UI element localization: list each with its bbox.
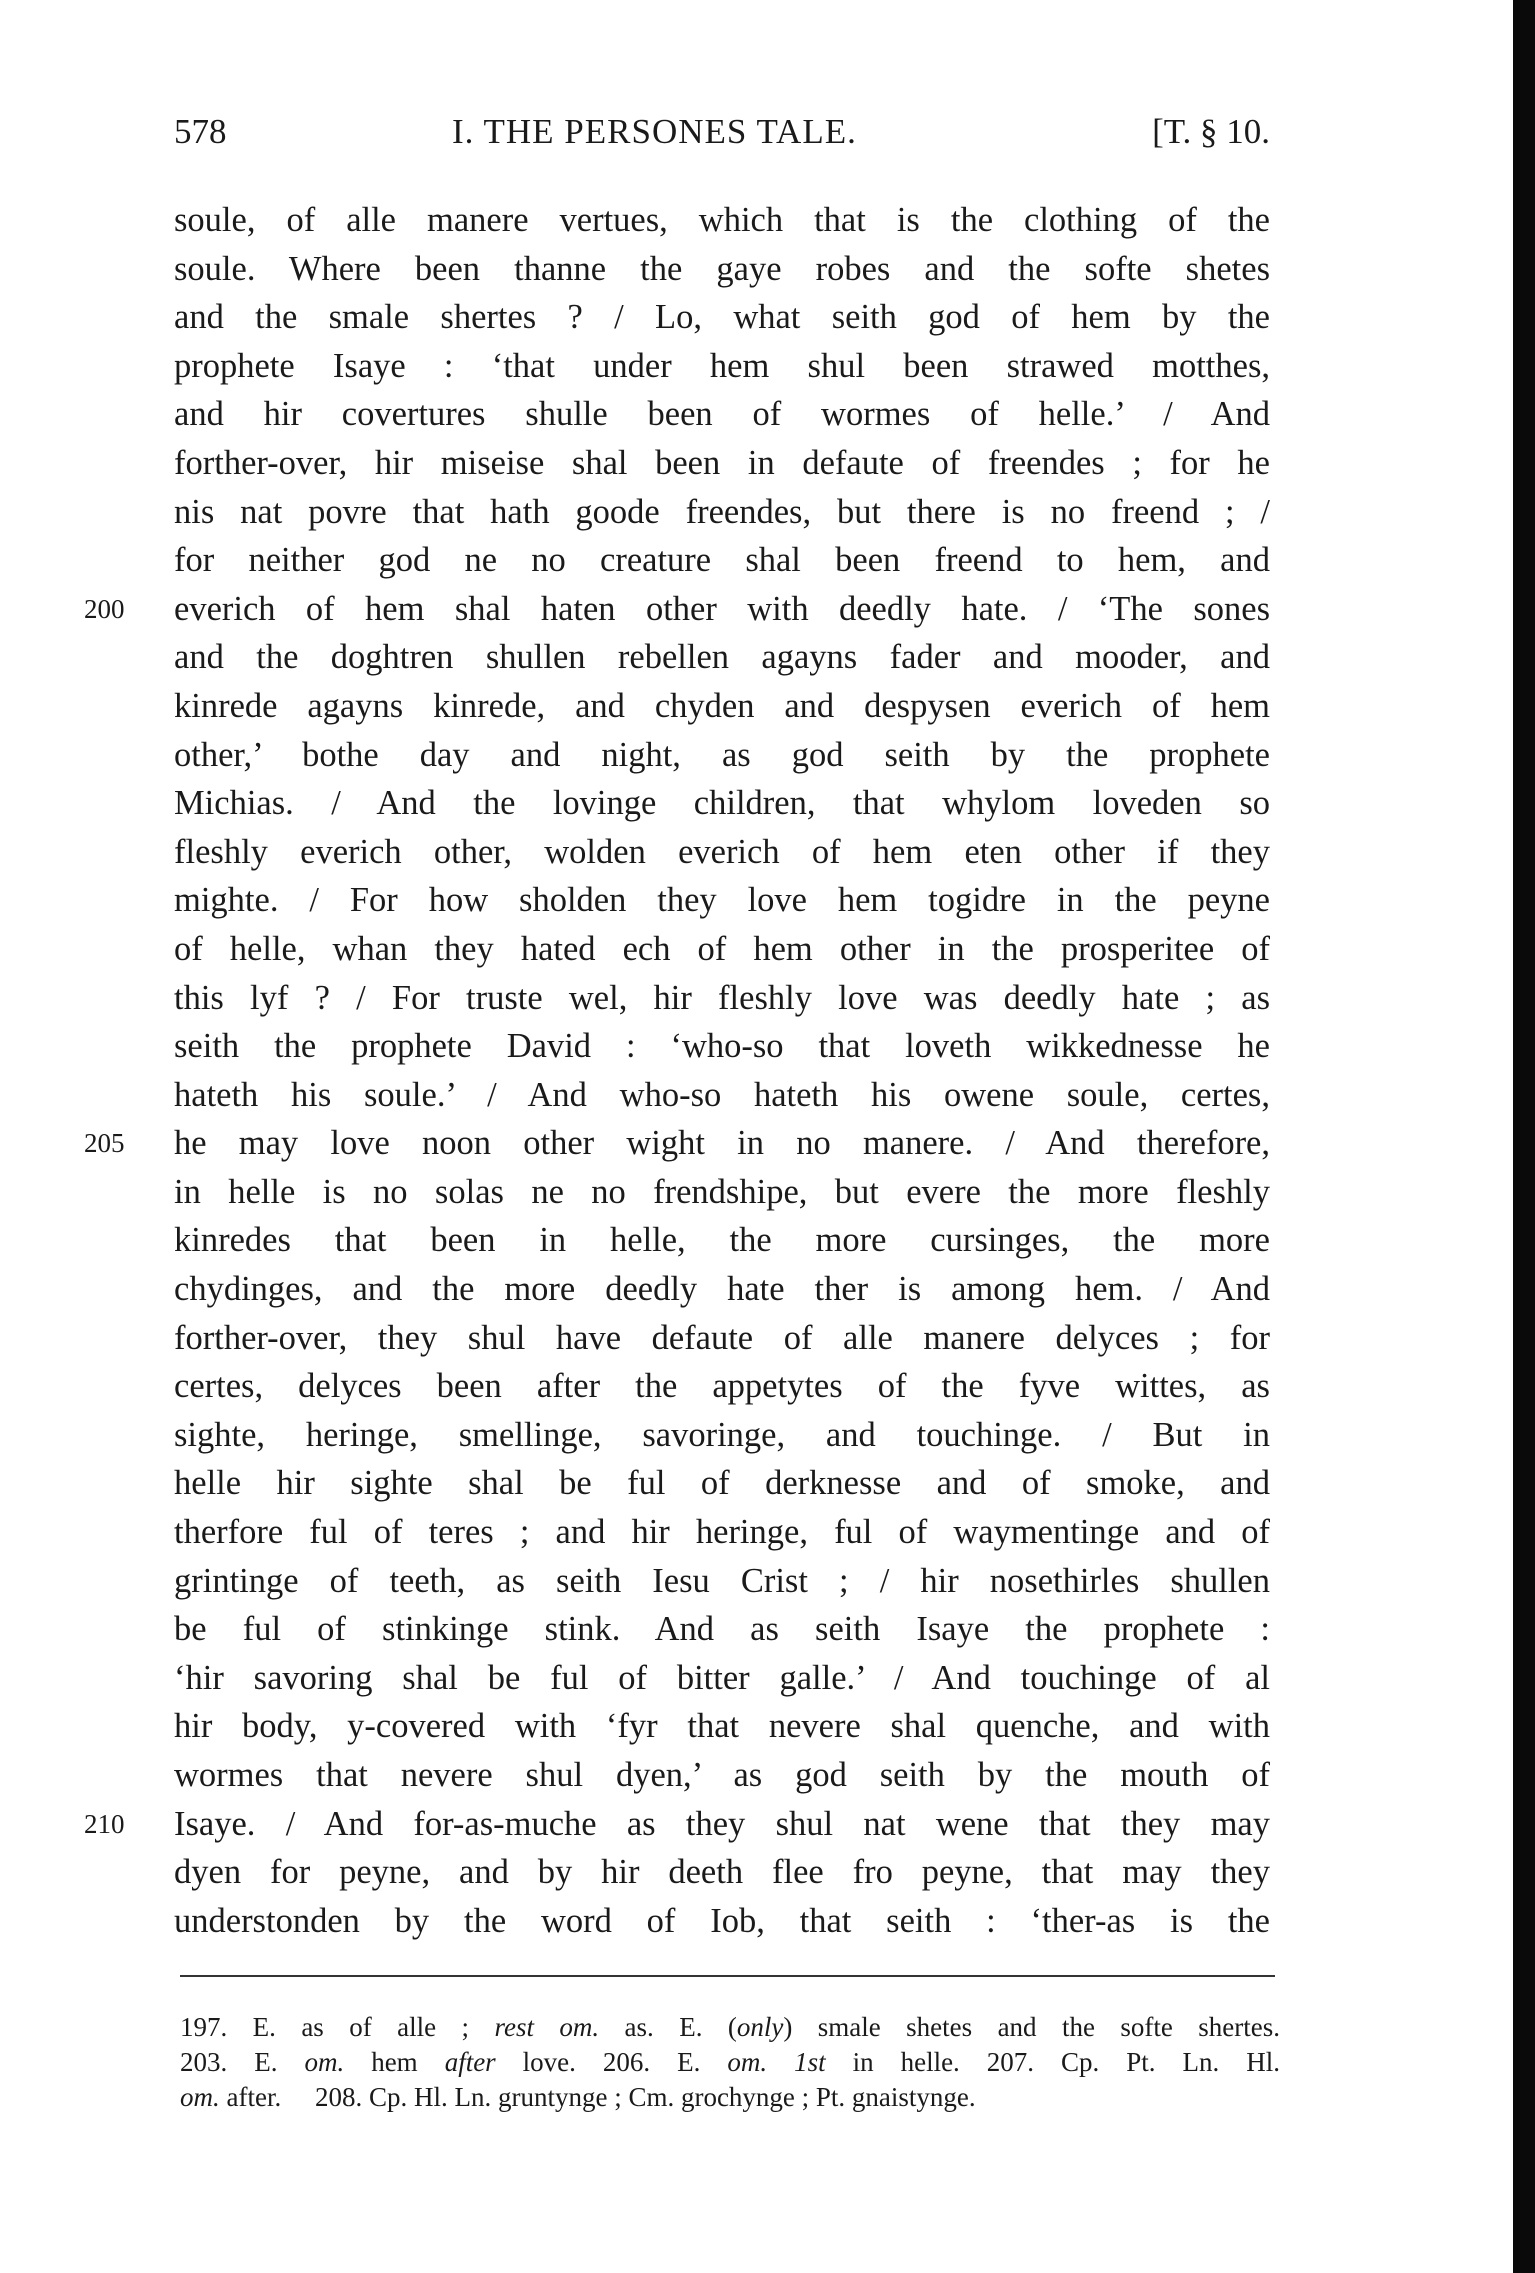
text-line (174, 1508, 1270, 1557)
section-reference: [T. § 10. (1152, 112, 1270, 151)
line-text: grintinge of teeth, as seith Iesu Crist ; / hir nosethirles shullen (174, 1561, 1270, 1600)
note-italic: after (444, 2047, 496, 2077)
note-text: 203. E. (180, 2047, 305, 2077)
text-line (174, 293, 1270, 342)
line-text: wormes that nevere shul dyen,’ as god seith by the mouth of (174, 1756, 1270, 1794)
text-line (174, 633, 1270, 682)
text-line (84, 1800, 1270, 1849)
line-number: 200 (84, 593, 125, 624)
note-text (767, 2047, 794, 2077)
running-header (174, 112, 1270, 162)
line-text: be ful of stinkinge stink. And as seith Isaye the prophete : (174, 1610, 1270, 1649)
text-line (174, 1751, 1270, 1800)
line-text: ‘hir savoring shal be ful of bitter galle.’ / And touchinge of al (174, 1658, 1270, 1697)
line-text: and the doghtren shullen rebellen agayns fader and mooder, and (174, 638, 1270, 677)
text-line (174, 1411, 1270, 1460)
line-text: he may love noon other wight in no manere. / And therefore, (174, 1124, 1270, 1163)
text-line (174, 1314, 1270, 1363)
line-text: and the smale shertes ? / Lo, what seith god of hem by the (174, 298, 1270, 337)
text-line (174, 488, 1270, 537)
text-line (174, 1459, 1270, 1508)
footnotes (180, 2010, 1280, 2115)
note-text: love. 206. E. (495, 2047, 728, 2077)
line-text: kinrede agayns kinrede, and chyden and despysen everich of hem (174, 686, 1270, 725)
line-number: 210 (84, 1808, 125, 1839)
page-edge-shadow (1513, 0, 1535, 2273)
text-line (174, 1022, 1270, 1071)
line-text: understonden by the word of Iob, that seith : ‘ther-as is the (174, 1901, 1270, 1940)
text-line (84, 585, 1270, 634)
text-line (174, 779, 1270, 828)
text-line (174, 1897, 1270, 1946)
line-text: fleshly everich other, wolden everich of hem eten other if they (174, 832, 1270, 871)
note-text: after. 208. Cp. Hl. Ln. gruntynge ; Cm. grochynge ; Pt. gnaistynge. (219, 2082, 976, 2112)
line-text: other,’ bothe day and night, as god seith by the prophete (174, 735, 1270, 774)
text-line (174, 925, 1270, 974)
line-text: in helle is no solas ne no frendshipe, but evere the more fleshly (174, 1172, 1270, 1211)
text-line (174, 682, 1270, 731)
line-text: Isaye. / And for-as-muche as they shul nat wene that they may (174, 1804, 1270, 1843)
note-text: in helle. 207. Cp. Pt. Ln. Hl. (825, 2047, 1280, 2077)
text-line (84, 1119, 1270, 1168)
text-line (174, 342, 1270, 391)
text-line (174, 245, 1270, 294)
line-text: hateth his soule.’ / And who-so hateth his owene soule, certes, (174, 1075, 1270, 1114)
line-text: kinredes that been in helle, the more cursinges, the more (174, 1221, 1270, 1260)
line-text: forther-over, hir miseise shal been in defaute of freendes ; for he (174, 443, 1270, 482)
line-text: chydinges, and the more deedly hate ther is among hem. / And (174, 1270, 1270, 1309)
line-text: for neither god ne no creature shal been freend to hem, and (174, 541, 1270, 580)
note-italic: 1st (794, 2047, 826, 2077)
line-text: sighte, heringe, smellinge, savoringe, and touchinge. / But in (174, 1415, 1270, 1454)
line-text: therfore ful of teres ; and hir heringe, ful of waymentinge and of (174, 1513, 1270, 1552)
line-text: helle hir sighte shal be ful of derknesse and of smoke, and (174, 1464, 1270, 1503)
line-text: hir body, y-covered with ‘fyr that nevere shal quenche, and with (174, 1707, 1270, 1746)
line-text: dyen for peyne, and by hir deeth flee fro peyne, that may they (174, 1853, 1270, 1892)
footnote-line (180, 2010, 1280, 2045)
line-text: prophete Isaye : ‘that under hem shul been strawed motthes, (174, 346, 1270, 385)
text-line (174, 1265, 1270, 1314)
text-line (174, 731, 1270, 780)
note-text: 197. E. as of alle ; (180, 2012, 495, 2042)
line-text: nis nat povre that hath goode freendes, but there is no freend ; / (174, 492, 1270, 531)
note-italic: om. (180, 2082, 220, 2112)
line-text: this lyf ? / For truste wel, hir fleshly love was deedly hate ; as (174, 978, 1270, 1017)
text-line (174, 1654, 1270, 1703)
note-text: ) smale shetes and the softe shertes. (783, 2012, 1280, 2042)
note-italic: only (736, 2012, 784, 2042)
text-line (174, 1702, 1270, 1751)
line-text: soule. Where been thanne the gaye robes and the softe shetes (174, 249, 1270, 288)
line-text: and hir covertures shulle been of wormes of helle.’ / And (174, 395, 1270, 434)
line-text: seith the prophete David : ‘who-so that loveth wikkednesse he (174, 1027, 1270, 1066)
line-text: forther-over, they shul have defaute of alle manere delyces ; for (174, 1318, 1270, 1357)
text-line (174, 196, 1270, 245)
text-line (174, 1848, 1270, 1897)
text-line (174, 974, 1270, 1023)
note-text: hem (344, 2047, 445, 2077)
note-italic: rest om. (494, 2012, 600, 2042)
text-line (174, 536, 1270, 585)
note-text: as. E. ( (599, 2012, 737, 2042)
text-line (174, 1071, 1270, 1120)
running-title: I. THE PERSONES TALE. (452, 112, 857, 151)
text-line (174, 1362, 1270, 1411)
line-text: everich of hem shal haten other with deedly hate. / ‘The sones (174, 589, 1270, 628)
footnote-line (180, 2045, 1280, 2080)
line-text: mighte. / For how sholden they love hem togidre in the peyne (174, 881, 1270, 920)
text-line (174, 1168, 1270, 1217)
footnote-line (180, 2080, 1280, 2115)
line-text: Michias. / And the lovinge children, that whylom loveden so (174, 784, 1270, 823)
line-number: 205 (84, 1128, 125, 1159)
body-text (84, 196, 1270, 1945)
line-text: of helle, whan they hated ech of hem other in the prosperitee of (174, 929, 1270, 968)
note-italic: om. (304, 2047, 345, 2077)
text-line (174, 1605, 1270, 1654)
text-line (174, 439, 1270, 488)
text-line (174, 876, 1270, 925)
note-italic: om. (727, 2047, 768, 2077)
text-line (174, 1557, 1270, 1606)
page-number: 578 (174, 112, 227, 151)
text-line (174, 1216, 1270, 1265)
text-line (174, 390, 1270, 439)
line-text: soule, of alle manere vertues, which that is the clothing of the (174, 201, 1270, 239)
text-line (174, 828, 1270, 877)
footnote-rule (180, 1975, 1275, 1977)
line-text: certes, delyces been after the appetytes of the fyve wittes, as (174, 1367, 1270, 1406)
